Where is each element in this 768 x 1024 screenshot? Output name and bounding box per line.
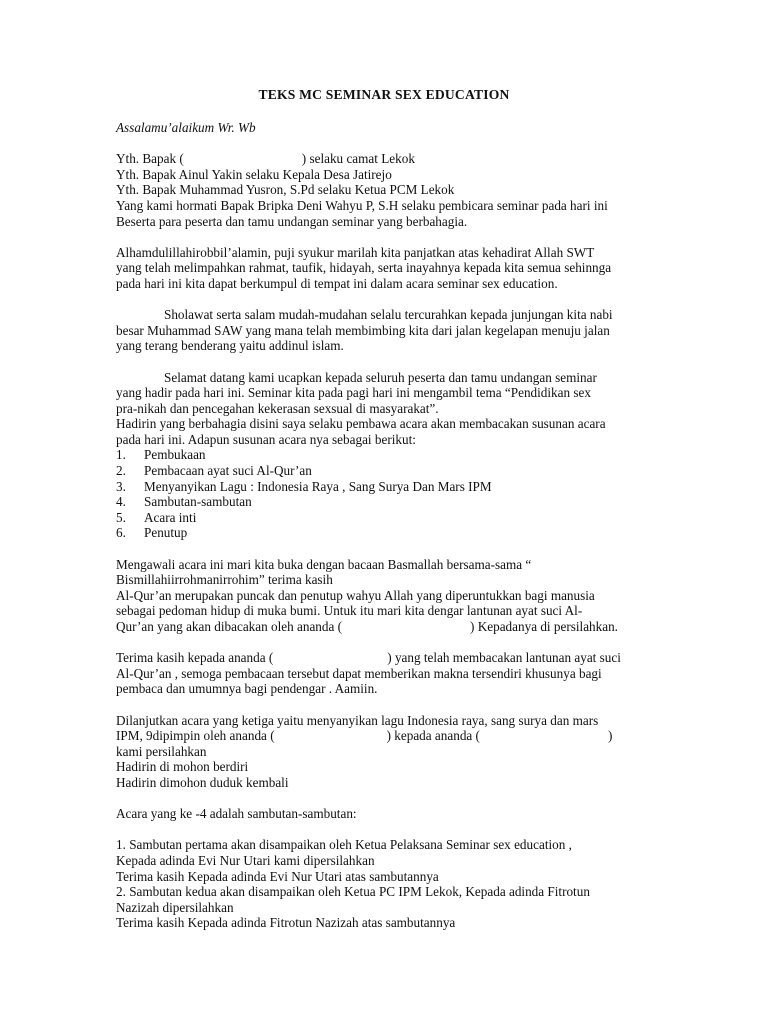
- document-title: TEKS MC SEMINAR SEX EDUCATION: [258, 87, 510, 102]
- agenda-item: 6. Penutup: [116, 525, 188, 541]
- document-body: [116, 120, 676, 931]
- paragraph-basmallah: Mengawali acara ini mari kita buka dengan bacaan Basmallah bersama-sama “ Bismillahiirrohmanirrohim” terima kasih Al-Qur’an merupakan puncak dan penutup wahyu Allah yang diperuntukkan bagi manusia sebagai pedoman hidup di muka bumi. Untuk itu mari kita dengar lantunan ayat suci Al- Qur’an yang akan dibacakan oleh ananda ( ) Kepadanya di persilahkan.: [116, 556, 618, 634]
- greeting: Assalamu’alaikum Wr. Wb: [116, 120, 256, 135]
- agenda-item: 1. Pembukaan: [116, 447, 206, 463]
- addresses-block: [116, 151, 676, 229]
- paragraph-lagu: Dilanjutkan acara yang ketiga yaitu menyanyikan lagu Indonesia raya, sang surya dan mars IPM, 9dipimpin oleh ananda ( ) kepada ananda ( ) kami persilahkan Hadirin di mohon berdiri Hadirin dimohon duduk kembali: [116, 712, 613, 790]
- paragraph-selamat-datang: Selamat datang kami ucapkan kepada seluruh peserta dan tamu undangan seminar yang hadir pada hari ini. Seminar kita pada pagi hari ini mengambil tema “Pendidikan sex pra-nikah dan pencegahan kekerasan sexsual di masyarakat”. Hadirin yang berbahagia disini saya selaku pembawa acara akan membacakan susunan acara pada hari ini. Adapun susunan acara nya sebagai berikut:: [116, 369, 606, 447]
- paragraph-sholawat: Sholawat serta salam mudah-mudahan selalu tercurahkan kepada junjungan kita nabi besar Muhammad SAW yang mana telah membimbing kita dari jalan kegelapan menuju jalan yang terang benderang yaitu addinul islam.: [116, 307, 613, 354]
- agenda-item: 2. Pembacaan ayat suci Al-Qur’an: [116, 463, 312, 479]
- sambutan-block: 1. Sambutan pertama akan disampaikan oleh Ketua Pelaksana Seminar sex education , Kepada adinda Evi Nur Utari kami dipersilahkan Terima kasih Kepada adinda Evi Nur Utari atas sambutannya 2. Sambutan kedua akan disampaikan oleh Ketua PC IPM Lekok, Kepada adinda Fitrotun Nazizah dipersilahkan Terima kasih Kepada adinda Fitrotun Nazizah atas sambutannya: [116, 837, 590, 931]
- agenda-item: 3. Menyanyikan Lagu : Indonesia Raya , Sang Surya Dan Mars IPM: [116, 478, 492, 494]
- address-line: Yth. Bapak Muhammad Yusron, S.Pd selaku Ketua PCM Lekok: [116, 182, 455, 198]
- paragraph-terima-kasih: Terima kasih kepada ananda ( ) yang telah membacakan lantunan ayat suci Al-Qur’an , semoga pembacaan tersebut dapat memberikan makna tersendiri khusunya bagi pembaca dan umumnya bagi pendengar . Aamiin.: [116, 650, 621, 697]
- address-line: Yth. Bapak Ainul Yakin selaku Kepala Desa Jatirejo: [116, 166, 392, 182]
- address-line: Beserta para peserta dan tamu undangan seminar yang berbahagia.: [116, 213, 468, 229]
- paragraph-alhamdulillah: Alhamdulillahirobbil’alamin, puji syukur marilah kita panjatkan atas kehadirat Allah SWT yang telah melimpahkan rahmat, taufik, hidayah, serta inayahnya kepada kita semua sehinnga pada hari ini kita dapat berkumpul di tempat ini dalam acara seminar sex education.: [116, 244, 612, 291]
- address-line-camat: Yth. Bapak ( ) selaku camat Lekok: [116, 151, 415, 167]
- agenda-item: 5. Acara inti: [116, 509, 197, 525]
- sambutan-intro: Acara yang ke -4 adalah sambutan-sambutan:: [116, 806, 357, 822]
- agenda-list: [116, 447, 676, 541]
- agenda-item: 4. Sambutan-sambutan: [116, 494, 252, 510]
- address-line: Yang kami hormati Bapak Bripka Deni Wahyu P, S.H selaku pembicara seminar pada hari ini: [116, 197, 608, 213]
